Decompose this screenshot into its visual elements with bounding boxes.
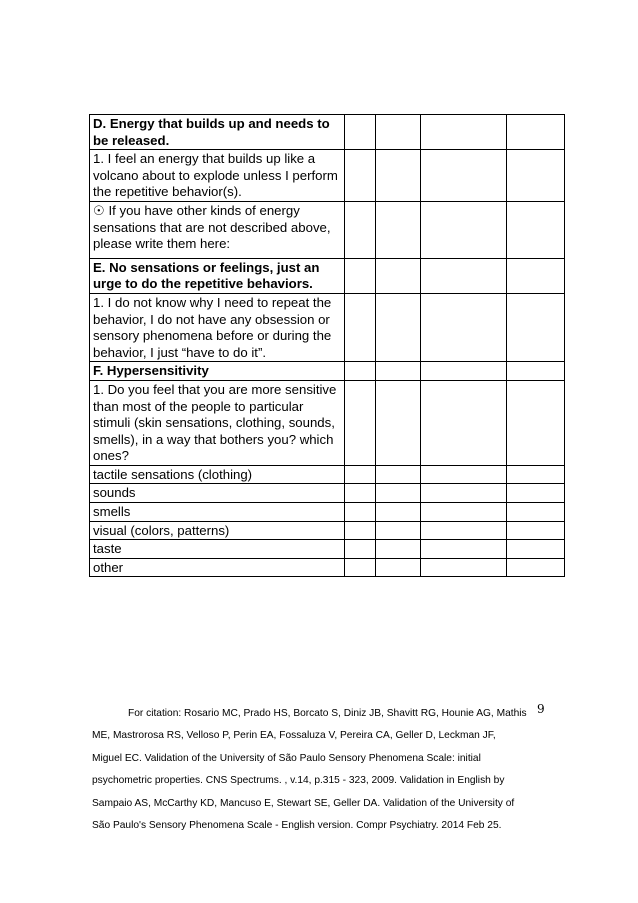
answer-cell[interactable] — [345, 258, 376, 293]
row-question-text: other — [90, 558, 345, 577]
answer-cell[interactable] — [507, 558, 565, 577]
answer-cell[interactable] — [376, 150, 421, 202]
answer-cell[interactable] — [345, 362, 376, 381]
answer-cell[interactable] — [421, 503, 507, 522]
answer-cell[interactable] — [507, 503, 565, 522]
item-row — [90, 521, 565, 540]
answer-cell[interactable] — [376, 521, 421, 540]
item-row — [90, 503, 565, 522]
row-question-text: taste — [90, 540, 345, 559]
answer-cell[interactable] — [376, 465, 421, 484]
answer-cell[interactable] — [507, 521, 565, 540]
answer-cell[interactable] — [345, 380, 376, 465]
answer-cell[interactable] — [345, 293, 376, 361]
section-d-header-row — [90, 115, 565, 150]
answer-cell[interactable] — [421, 362, 507, 381]
answer-cell[interactable] — [507, 540, 565, 559]
row-question-text: tactile sensations (clothing) — [90, 465, 345, 484]
citation-line: Miguel EC. Validation of the University of São Paulo Sensory Phenomena Scale: initial — [92, 752, 481, 764]
citation-line: São Paulo's Sensory Phenomena Scale - English version. Compr Psychiatry. 2014 Feb 25. — [92, 820, 502, 832]
answer-cell[interactable] — [376, 503, 421, 522]
item-row — [90, 540, 565, 559]
row-question-text: 1. I feel an energy that builds up like a volcano about to explode unless I perform the repetitive behavior(s). — [90, 150, 345, 202]
answer-cell[interactable] — [376, 115, 421, 150]
row-question-text: 1. I do not know why I need to repeat the behavior, I do not have any obsession or sensory phenomena before or during the behavior, I just “have to do it”. — [90, 293, 345, 361]
item-row — [90, 380, 565, 465]
row-question-text: D. Energy that builds up and needs to be released. — [90, 115, 345, 150]
answer-cell[interactable] — [421, 484, 507, 503]
answer-cell[interactable] — [507, 293, 565, 361]
answer-cell[interactable] — [421, 293, 507, 361]
row-question-text: smells — [90, 503, 345, 522]
answer-cell[interactable] — [421, 201, 507, 258]
answer-cell[interactable] — [421, 540, 507, 559]
item-row — [90, 293, 565, 361]
answer-cell[interactable] — [345, 484, 376, 503]
answer-cell[interactable] — [421, 258, 507, 293]
answer-cell[interactable] — [421, 150, 507, 202]
item-row — [90, 465, 565, 484]
row-question-text: E. No sensations or feelings, just an urge to do the repetitive behaviors. — [90, 258, 345, 293]
item-row — [90, 484, 565, 503]
answer-cell[interactable] — [376, 362, 421, 381]
answer-cell[interactable] — [507, 201, 565, 258]
item-row — [90, 558, 565, 577]
answer-cell[interactable] — [507, 362, 565, 381]
answer-cell[interactable] — [345, 540, 376, 559]
answer-cell[interactable] — [507, 150, 565, 202]
answer-cell[interactable] — [376, 558, 421, 577]
answer-cell[interactable] — [421, 115, 507, 150]
answer-cell[interactable] — [421, 521, 507, 540]
answer-cell[interactable] — [421, 558, 507, 577]
citation-paragraph — [92, 703, 547, 837]
page-number: 9 — [537, 702, 545, 716]
citation-line: ME, Mastrorosa RS, Velloso P, Perin EA, Fossaluza V, Pereira CA, Geller D, Leckman JF, — [92, 730, 496, 742]
answer-cell[interactable] — [376, 540, 421, 559]
section-f-header-row — [90, 362, 565, 381]
answer-cell[interactable] — [507, 380, 565, 465]
answer-cell[interactable] — [345, 150, 376, 202]
citation-line: Sampaio AS, McCarthy KD, Mancuso E, Stewart SE, Geller DA. Validation of the University of — [92, 797, 515, 809]
answer-cell[interactable] — [376, 484, 421, 503]
row-question-text: sounds — [90, 484, 345, 503]
answer-cell[interactable] — [345, 558, 376, 577]
row-question-text: visual (colors, patterns) — [90, 521, 345, 540]
answer-cell[interactable] — [507, 465, 565, 484]
row-question-text: 1. Do you feel that you are more sensitive than most of the people to particular stimuli (skin sensations, clothing, sounds, smells), in a way that bothers you? which ones? — [90, 380, 345, 465]
answer-cell[interactable] — [507, 115, 565, 150]
answer-cell[interactable] — [507, 258, 565, 293]
answer-cell[interactable] — [345, 521, 376, 540]
row-question-text: F. Hypersensitivity — [90, 362, 345, 381]
citation-line: psychometric properties. CNS Spectrums. , v.14, p.315 - 323, 2009. Validation in English by — [92, 775, 505, 787]
answer-cell[interactable] — [421, 465, 507, 484]
answer-cell[interactable] — [376, 380, 421, 465]
sensory-phenomena-table — [89, 114, 565, 577]
answer-cell[interactable] — [376, 201, 421, 258]
item-row — [90, 150, 565, 202]
answer-cell[interactable] — [421, 380, 507, 465]
answer-cell[interactable] — [345, 201, 376, 258]
section-e-header-row — [90, 258, 565, 293]
answer-cell[interactable] — [345, 115, 376, 150]
answer-cell[interactable] — [507, 484, 565, 503]
answer-cell[interactable] — [376, 293, 421, 361]
citation-line: For citation: Rosario MC, Prado HS, Borcato S, Diniz JB, Shavitt RG, Hounie AG, Mathis — [128, 708, 527, 719]
answer-cell[interactable] — [376, 258, 421, 293]
answer-cell[interactable] — [345, 465, 376, 484]
answer-cell[interactable] — [345, 503, 376, 522]
row-question-text: ☉ If you have other kinds of energy sensations that are not described above, please write them here: — [90, 201, 345, 258]
item-row — [90, 201, 565, 258]
